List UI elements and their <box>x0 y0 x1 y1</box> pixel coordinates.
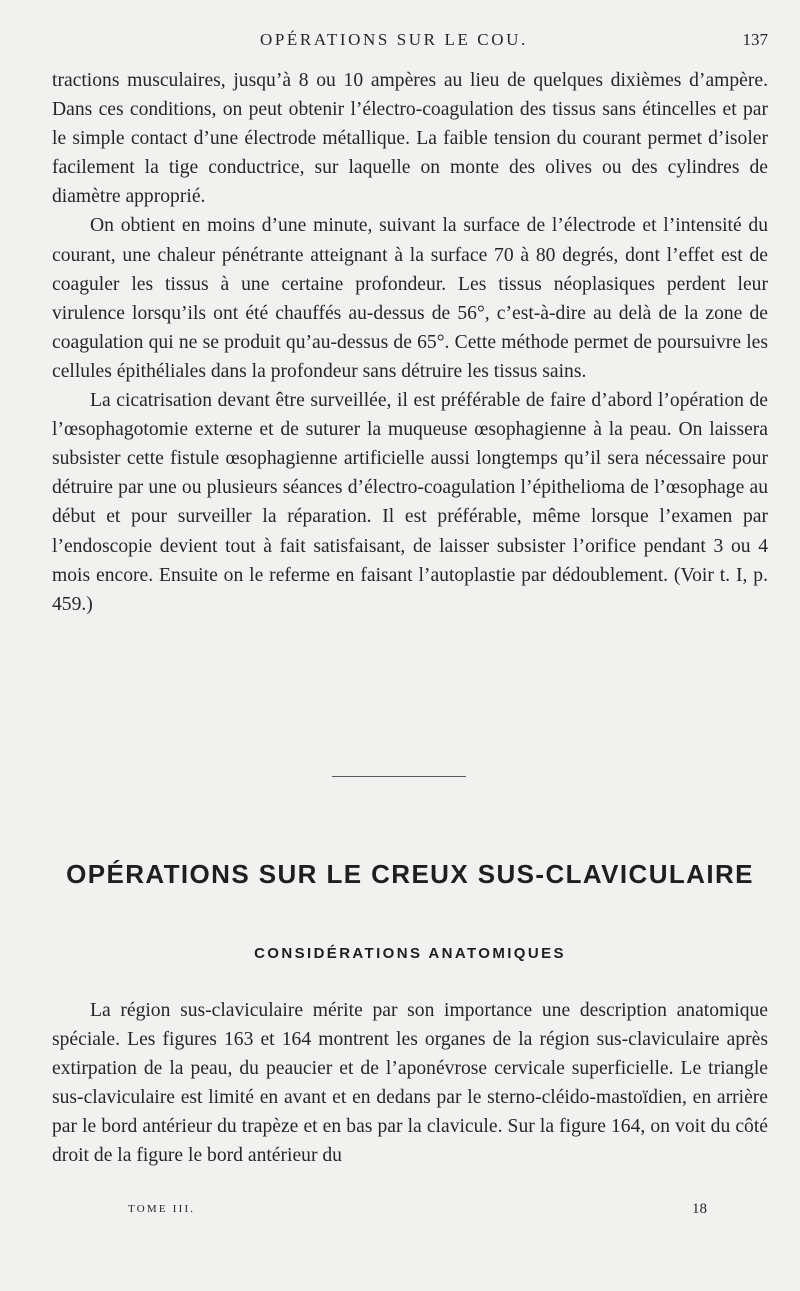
section-paragraph: La région sus-claviculaire mérite par son importance une description anatomique spéciale. Les figures 163 et 164 montrent les organes de la région sus-claviculaire après extirpation de la peau, du peaucier et de l’aponévrose cervicale superficielle. Le triangle sus-claviculaire est limité en avant et en dedans par le sterno-cléido-mastoïdien, en arrière par le bord antérieur du trapèze et en bas par la clavicule. Sur la figure 164, on voit du côté droit de la figure le bord antérieur du <box>52 1000 768 1167</box>
page-footer <box>52 1201 768 1221</box>
running-head <box>52 30 768 56</box>
body-paragraph-1: tractions musculaires, jusqu’à 8 ou 10 ampères au lieu de quelques dixièmes d’ampère. Dans ces conditions, on peut obtenir l’électro-coagulation des tissus sans étincelles et par le simple contact d’une électrode métallique. La faible tension du courant permet d’isoler facilement la tige conductrice, sur laquelle on monte des olives ou des cylindres de diamètre approprié. <box>52 70 768 208</box>
section-divider <box>332 776 466 777</box>
page-number: 137 <box>742 30 768 49</box>
chapter-title: OPÉRATIONS SUR LE CREUX SUS-CLAVICULAIRE <box>66 859 754 889</box>
footer-sheet-number: 18 <box>692 1201 707 1217</box>
body-paragraph-2: On obtient en moins d’une minute, suivant la surface de l’électrode et l’intensité du courant, une chaleur pénétrante atteignant à la surface 70 à 80 degrés, dont l’effet est de coaguler les tissus à une certaine profondeur. Les tissus néoplasiques perdent leur virulence lorsqu’ils ont été chauffés au-dessus de 56°, c’est-à-dire au delà de la zone de coagulation qui ne se produit qu’au-dessus de 65°. Cette méthode permet de poursuivre les cellules épithéliales dans la profondeur sans détruire les tissus sains. <box>52 215 768 382</box>
footer-signature: TOME III. <box>128 1203 196 1215</box>
continued-text-block <box>52 66 768 619</box>
section-title: CONSIDÉRATIONS ANATOMIQUES <box>254 945 566 962</box>
running-title: OPÉRATIONS SUR LE COU. <box>260 30 528 49</box>
body-paragraph-3: La cicatrisation devant être surveillée, il est préférable de faire d’abord l’opération de l’œsophagotomie externe et de suturer la muqueuse œsophagienne à la peau. On laissera subsister cette fistule œsophagienne artificielle aussi longtemps qu’il sera nécessaire pour détruire par une ou plusieurs séances d’électro-coagulation l’épithelioma de l’œsophage au début et pour surveiller la réparation. Il est préférable, même lorsque l’examen par l’endoscopie devient tout à fait satisfaisant, de laisser subsister l’orifice pendant 3 ou 4 mois encore. Ensuite on le referme en faisant l’autoplastie par dédoublement. (Voir t. I, p. 459.) <box>52 390 768 615</box>
section-text-block <box>52 996 768 1171</box>
